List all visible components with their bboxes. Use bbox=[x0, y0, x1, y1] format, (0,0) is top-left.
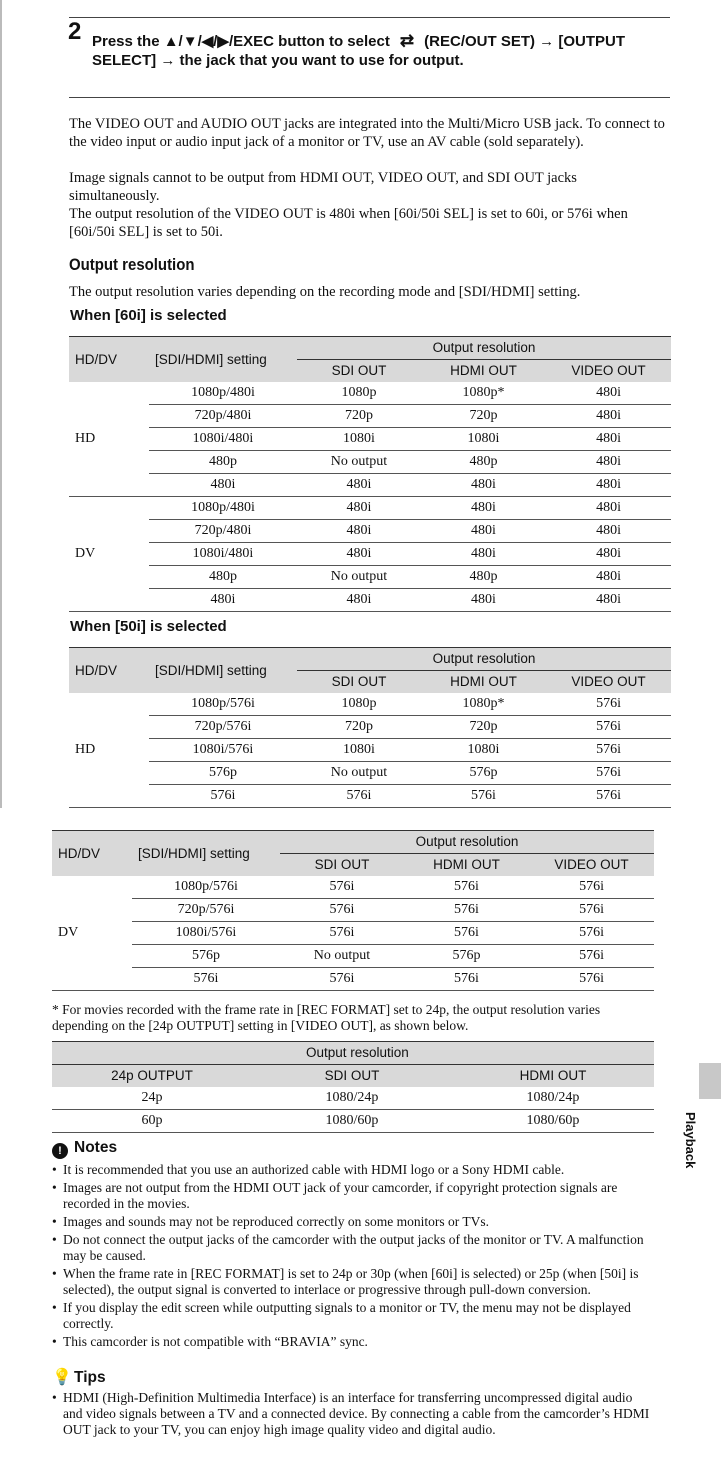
empty-header bbox=[52, 1042, 252, 1065]
cell: 576i bbox=[404, 968, 529, 991]
list-item: • When the frame rate in [REC FORMAT] is set to 24p or 30p (when [60i] is selected) or 25p (when [50i] is selected), the output signal is converted to interlace or progressive through pull-down conversion. bbox=[52, 1266, 652, 1298]
cell: 1080p bbox=[297, 382, 421, 405]
cell: 1080/24p bbox=[452, 1087, 654, 1110]
group-label-dv: DV bbox=[52, 876, 132, 991]
col-hddv: HD/DV bbox=[52, 831, 132, 877]
cell: 720p/480i bbox=[149, 405, 297, 428]
group-label-hd: HD bbox=[69, 382, 149, 497]
col-sdi-out: SDI OUT bbox=[252, 1065, 452, 1088]
table-row bbox=[52, 899, 654, 922]
cell: 480p bbox=[149, 566, 297, 589]
col-sdi-out: SDI OUT bbox=[297, 671, 421, 694]
group-label-hd: HD bbox=[69, 693, 149, 808]
table-row bbox=[69, 543, 671, 566]
cell: 576i bbox=[421, 785, 546, 808]
section-tab-marker bbox=[699, 1063, 721, 1099]
cell: 1080i/576i bbox=[132, 922, 280, 945]
table-row bbox=[69, 405, 671, 428]
cell: 480i bbox=[297, 474, 421, 497]
tips-title: Tips bbox=[74, 1369, 106, 1386]
cell: 480i bbox=[546, 566, 671, 589]
table-row bbox=[52, 968, 654, 991]
cell: No output bbox=[297, 566, 421, 589]
group-label-dv: DV bbox=[69, 497, 149, 612]
table-row bbox=[69, 739, 671, 762]
cell: 576i bbox=[297, 785, 421, 808]
col-output-resolution: Output resolution bbox=[297, 337, 671, 360]
cell: 576i bbox=[404, 899, 529, 922]
table-row bbox=[69, 716, 671, 739]
table-60i-title: When [60i] is selected bbox=[70, 307, 227, 324]
cell: 576i bbox=[280, 922, 404, 945]
cell: 576i bbox=[546, 739, 671, 762]
tips-list bbox=[52, 1390, 652, 1440]
cell: 480i bbox=[421, 520, 546, 543]
cell: 480i bbox=[546, 543, 671, 566]
cell: 480i bbox=[297, 543, 421, 566]
section-tab-label: Playback bbox=[683, 1112, 698, 1169]
col-setting: [SDI/HDMI] setting bbox=[149, 337, 297, 383]
cell: 576i bbox=[529, 922, 654, 945]
table-50i-dv bbox=[52, 830, 654, 991]
cell: 480i bbox=[297, 589, 421, 612]
table-row bbox=[69, 428, 671, 451]
cell: 576p bbox=[421, 762, 546, 785]
col-24p-output: 24p OUTPUT bbox=[52, 1065, 252, 1088]
table-50i-title: When [50i] is selected bbox=[70, 618, 227, 635]
page-edge-mark bbox=[0, 0, 2, 808]
cell: 480i bbox=[546, 589, 671, 612]
table-row bbox=[69, 474, 671, 497]
table-row bbox=[69, 497, 671, 520]
cell: 576p bbox=[149, 762, 297, 785]
col-sdi-out: SDI OUT bbox=[280, 854, 404, 877]
intro-paragraph-2: Image signals cannot to be output from HDMI OUT, VIDEO OUT, and SDI OUT jacks simultaneously. bbox=[69, 170, 577, 204]
footnote: * For movies recorded with the frame rate in [REC FORMAT] set to 24p, the output resolution varies depending on the [24p OUTPUT] setting in [VIDEO OUT], as shown below. bbox=[52, 1002, 601, 1033]
col-hddv: HD/DV bbox=[69, 337, 149, 383]
cell: 576i bbox=[546, 693, 671, 716]
list-item: • If you display the edit screen while outputting signals to a monitor or TV, the menu may not be displayed correctly. bbox=[52, 1300, 652, 1332]
cell: 24p bbox=[52, 1087, 252, 1110]
table-row bbox=[69, 382, 671, 405]
notes-title: Notes bbox=[74, 1139, 118, 1156]
intro-paragraph-1: The VIDEO OUT and AUDIO OUT jacks are integrated into the Multi/Micro USB jack. To connect to the video input or audio input jack of a monitor or TV, use an AV cable (sold separately). bbox=[69, 116, 665, 150]
cell: 576i bbox=[529, 876, 654, 899]
cell: 1080/60p bbox=[252, 1110, 452, 1133]
col-hdmi-out: HDMI OUT bbox=[452, 1065, 654, 1088]
cell: 1080p bbox=[297, 693, 421, 716]
cell: 480i bbox=[149, 474, 297, 497]
col-hddv: HD/DV bbox=[69, 648, 149, 694]
notes-list bbox=[52, 1162, 652, 1352]
cell: 1080p/480i bbox=[149, 497, 297, 520]
cell: 60p bbox=[52, 1110, 252, 1133]
cell: 480i bbox=[546, 405, 671, 428]
cell: No output bbox=[280, 945, 404, 968]
table-row bbox=[52, 945, 654, 968]
list-item: • Do not connect the output jacks of the camcorder with the output jacks of the monitor or TV. A malfunction may be caused. bbox=[52, 1232, 652, 1264]
notes-heading bbox=[52, 1139, 117, 1159]
cell: 576p bbox=[404, 945, 529, 968]
cell: 480i bbox=[297, 497, 421, 520]
col-output-resolution: Output resolution bbox=[252, 1042, 654, 1065]
cell: No output bbox=[297, 451, 421, 474]
cell: 576i bbox=[149, 785, 297, 808]
section-title: Output resolution bbox=[69, 255, 195, 274]
table-row bbox=[69, 589, 671, 612]
cell: 1080i bbox=[297, 428, 421, 451]
col-hdmi-out: HDMI OUT bbox=[421, 671, 546, 694]
cell: 720p bbox=[421, 716, 546, 739]
cell: 480i bbox=[546, 382, 671, 405]
table-24p-output bbox=[52, 1041, 654, 1133]
step-number: 2 bbox=[68, 18, 82, 45]
divider bbox=[69, 17, 670, 18]
cell: 576i bbox=[280, 968, 404, 991]
cell: 1080i bbox=[421, 739, 546, 762]
cell: 720p/576i bbox=[132, 899, 280, 922]
cell: 1080p* bbox=[421, 693, 546, 716]
cell: 1080p/576i bbox=[132, 876, 280, 899]
notes-icon: ! bbox=[52, 1143, 68, 1159]
table-row bbox=[52, 876, 654, 899]
cell: 720p/576i bbox=[149, 716, 297, 739]
cell: 576i bbox=[546, 785, 671, 808]
cell: 480i bbox=[421, 543, 546, 566]
cell: 1080i/480i bbox=[149, 543, 297, 566]
col-video-out: VIDEO OUT bbox=[546, 360, 671, 383]
table-row bbox=[69, 785, 671, 808]
cell: 1080p* bbox=[421, 382, 546, 405]
cell: 480p bbox=[421, 566, 546, 589]
rec-out-set-icon: ⇄ bbox=[399, 31, 415, 50]
list-item: • It is recommended that you use an authorized cable with HDMI logo or a Sony HDMI cable. bbox=[52, 1162, 652, 1178]
cell: 480p bbox=[421, 451, 546, 474]
cell: 480i bbox=[546, 451, 671, 474]
col-sdi-out: SDI OUT bbox=[297, 360, 421, 383]
cell: 480i bbox=[546, 520, 671, 543]
cell: 576i bbox=[529, 945, 654, 968]
cell: 720p/480i bbox=[149, 520, 297, 543]
col-hdmi-out: HDMI OUT bbox=[421, 360, 546, 383]
cell: 1080/24p bbox=[252, 1087, 452, 1110]
cell: 576i bbox=[546, 762, 671, 785]
cell: 576i bbox=[404, 876, 529, 899]
table-60i-hd-group bbox=[69, 382, 671, 497]
cell: 576p bbox=[132, 945, 280, 968]
cell: 480p bbox=[149, 451, 297, 474]
list-item: • Images and sounds may not be reproduced correctly on some monitors or TVs. bbox=[52, 1214, 652, 1230]
table-row bbox=[69, 451, 671, 474]
cell: 720p bbox=[297, 716, 421, 739]
tips-heading bbox=[52, 1367, 106, 1387]
table-50i-hd bbox=[69, 647, 671, 808]
step-text-before: Press the ▲/▼/◀/▶/EXEC button to select bbox=[92, 33, 390, 50]
col-video-out: VIDEO OUT bbox=[529, 854, 654, 877]
list-item: • Images are not output from the HDMI OUT jack of your camcorder, if copyright protection signals are recorded in the movies. bbox=[52, 1180, 652, 1212]
cell: 1080p/480i bbox=[149, 382, 297, 405]
cell: 720p bbox=[297, 405, 421, 428]
cell: 1080i bbox=[297, 739, 421, 762]
col-video-out: VIDEO OUT bbox=[546, 671, 671, 694]
cell: 576i bbox=[132, 968, 280, 991]
cell: 576i bbox=[280, 899, 404, 922]
table-row bbox=[69, 762, 671, 785]
cell: 480i bbox=[546, 428, 671, 451]
table-row bbox=[69, 566, 671, 589]
cell: 480i bbox=[546, 474, 671, 497]
cell: 1080/60p bbox=[452, 1110, 654, 1133]
cell: 576i bbox=[529, 968, 654, 991]
cell: 480i bbox=[421, 589, 546, 612]
col-hdmi-out: HDMI OUT bbox=[404, 854, 529, 877]
table-60i-dv-group bbox=[69, 497, 671, 612]
cell: 1080i bbox=[421, 428, 546, 451]
section-description: The output resolution varies depending on the recording mode and [SDI/HDMI] setting. bbox=[69, 284, 581, 300]
col-output-resolution: Output resolution bbox=[297, 648, 671, 671]
cell: 480i bbox=[546, 497, 671, 520]
col-setting: [SDI/HDMI] setting bbox=[149, 648, 297, 694]
col-setting: [SDI/HDMI] setting bbox=[132, 831, 280, 877]
cell: 576i bbox=[404, 922, 529, 945]
cell: 576i bbox=[546, 716, 671, 739]
lightbulb-icon: 💡 bbox=[52, 1369, 72, 1386]
col-output-resolution: Output resolution bbox=[280, 831, 654, 854]
cell: No output bbox=[297, 762, 421, 785]
cell: 480i bbox=[149, 589, 297, 612]
table-row bbox=[52, 1087, 654, 1110]
cell: 480i bbox=[421, 497, 546, 520]
list-item: • This camcorder is not compatible with “BRAVIA” sync. bbox=[52, 1334, 652, 1350]
table-row bbox=[52, 922, 654, 945]
cell: 1080p/576i bbox=[149, 693, 297, 716]
step-text-after: (REC/OUT SET) → [OUTPUT SELECT] → the jack that you want to use for output. bbox=[92, 33, 625, 69]
table-row bbox=[69, 520, 671, 543]
cell: 720p bbox=[421, 405, 546, 428]
cell: 480i bbox=[297, 520, 421, 543]
cell: 576i bbox=[280, 876, 404, 899]
table-row bbox=[52, 1110, 654, 1133]
cell: 1080i/576i bbox=[149, 739, 297, 762]
table-60i bbox=[69, 336, 671, 612]
list-item: • HDMI (High-Definition Multimedia Interface) is an interface for transferring uncompressed digital audio and video signals between a TV and a connected device. By connecting a cable from the camcorder’s HDMI OUT jack to your TV, you can enjoy high image quality video and digital audio. bbox=[52, 1390, 652, 1438]
table-row bbox=[69, 693, 671, 716]
divider bbox=[69, 97, 670, 98]
intro-paragraph-3: The output resolution of the VIDEO OUT is 480i when [60i/50i SEL] is set to 60i, or 576i when [60i/50i SEL] is set to 50i. bbox=[69, 206, 628, 240]
cell: 576i bbox=[529, 899, 654, 922]
cell: 1080i/480i bbox=[149, 428, 297, 451]
cell: 480i bbox=[421, 474, 546, 497]
